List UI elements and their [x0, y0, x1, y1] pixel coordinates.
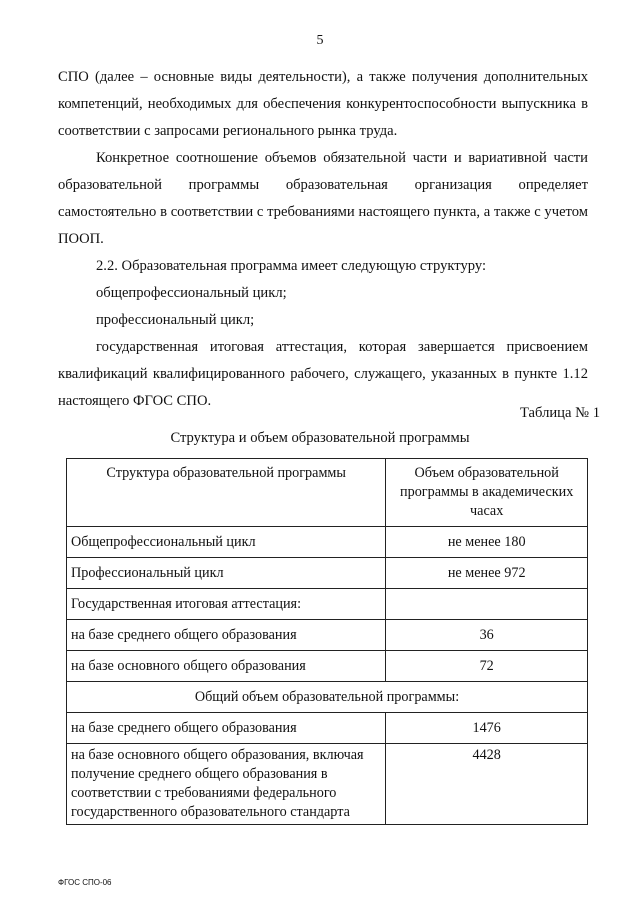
row-value: 36	[386, 620, 588, 651]
row-label: на базе среднего общего образования	[67, 620, 386, 651]
header-structure: Структура образовательной программы	[67, 459, 386, 527]
paragraph-ratio: Конкретное соотношение объемов обязательной части и вариативной части образовательной программы образовательная организация определяет самостоятельно в соответствии с требованиями настоящего пункта, а также с учетом ПООП.	[58, 150, 588, 247]
footer-doc-code: ФГОС СПО-06	[58, 878, 112, 887]
table-header-row	[67, 459, 588, 527]
table-caption: Таблица № 1	[520, 405, 600, 421]
table-row	[67, 713, 588, 744]
row-label: Общепрофессиональный цикл	[67, 527, 386, 558]
program-structure-table	[66, 458, 588, 825]
row-label: на базе основного общего образования, включая получение среднего общего образования в соответствии с требованиями федерального государственного образовательного стандарта	[67, 744, 386, 825]
row-value	[386, 589, 588, 620]
page-number: 5	[316, 33, 324, 48]
table-title: Структура и объем образовательной программы	[170, 430, 470, 446]
row-value: 1476	[386, 713, 588, 744]
paragraph-continuation: СПО (далее – основные виды деятельности), а также получения дополнительных компетенций, необходимых для обеспечения конкурентоспособности выпускника в соответствии с запросами регионального рынка труда.	[58, 69, 588, 139]
body-text	[58, 64, 588, 415]
row-label: на базе основного общего образования	[67, 651, 386, 682]
row-label: Государственная итоговая аттестация:	[67, 589, 386, 620]
total-heading: Общий объем образовательной программы:	[67, 682, 588, 713]
table-row-total-heading	[67, 682, 588, 713]
table-row	[67, 651, 588, 682]
table-row	[67, 744, 588, 825]
table-row	[67, 620, 588, 651]
table-row	[67, 527, 588, 558]
row-value: не менее 180	[386, 527, 588, 558]
row-value: 72	[386, 651, 588, 682]
row-label: на базе среднего общего образования	[67, 713, 386, 744]
list-item-state-attestation: государственная итоговая аттестация, которая завершается присвоением квалификаций квалифицированного рабочего, служащего, указанных в пункте 1.12 настоящего ФГОС СПО.	[58, 339, 588, 409]
table-row	[67, 558, 588, 589]
list-item-general-cycle: общепрофессиональный цикл;	[96, 285, 287, 301]
row-label: Профессиональный цикл	[67, 558, 386, 589]
table-row	[67, 589, 588, 620]
paragraph-structure-heading: 2.2. Образовательная программа имеет следующую структуру:	[96, 258, 487, 274]
header-volume: Объем образовательной программы в академических часах	[386, 459, 588, 527]
row-value: 4428	[386, 744, 588, 825]
list-item-professional-cycle: профессиональный цикл;	[96, 312, 255, 328]
row-value: не менее 972	[386, 558, 588, 589]
